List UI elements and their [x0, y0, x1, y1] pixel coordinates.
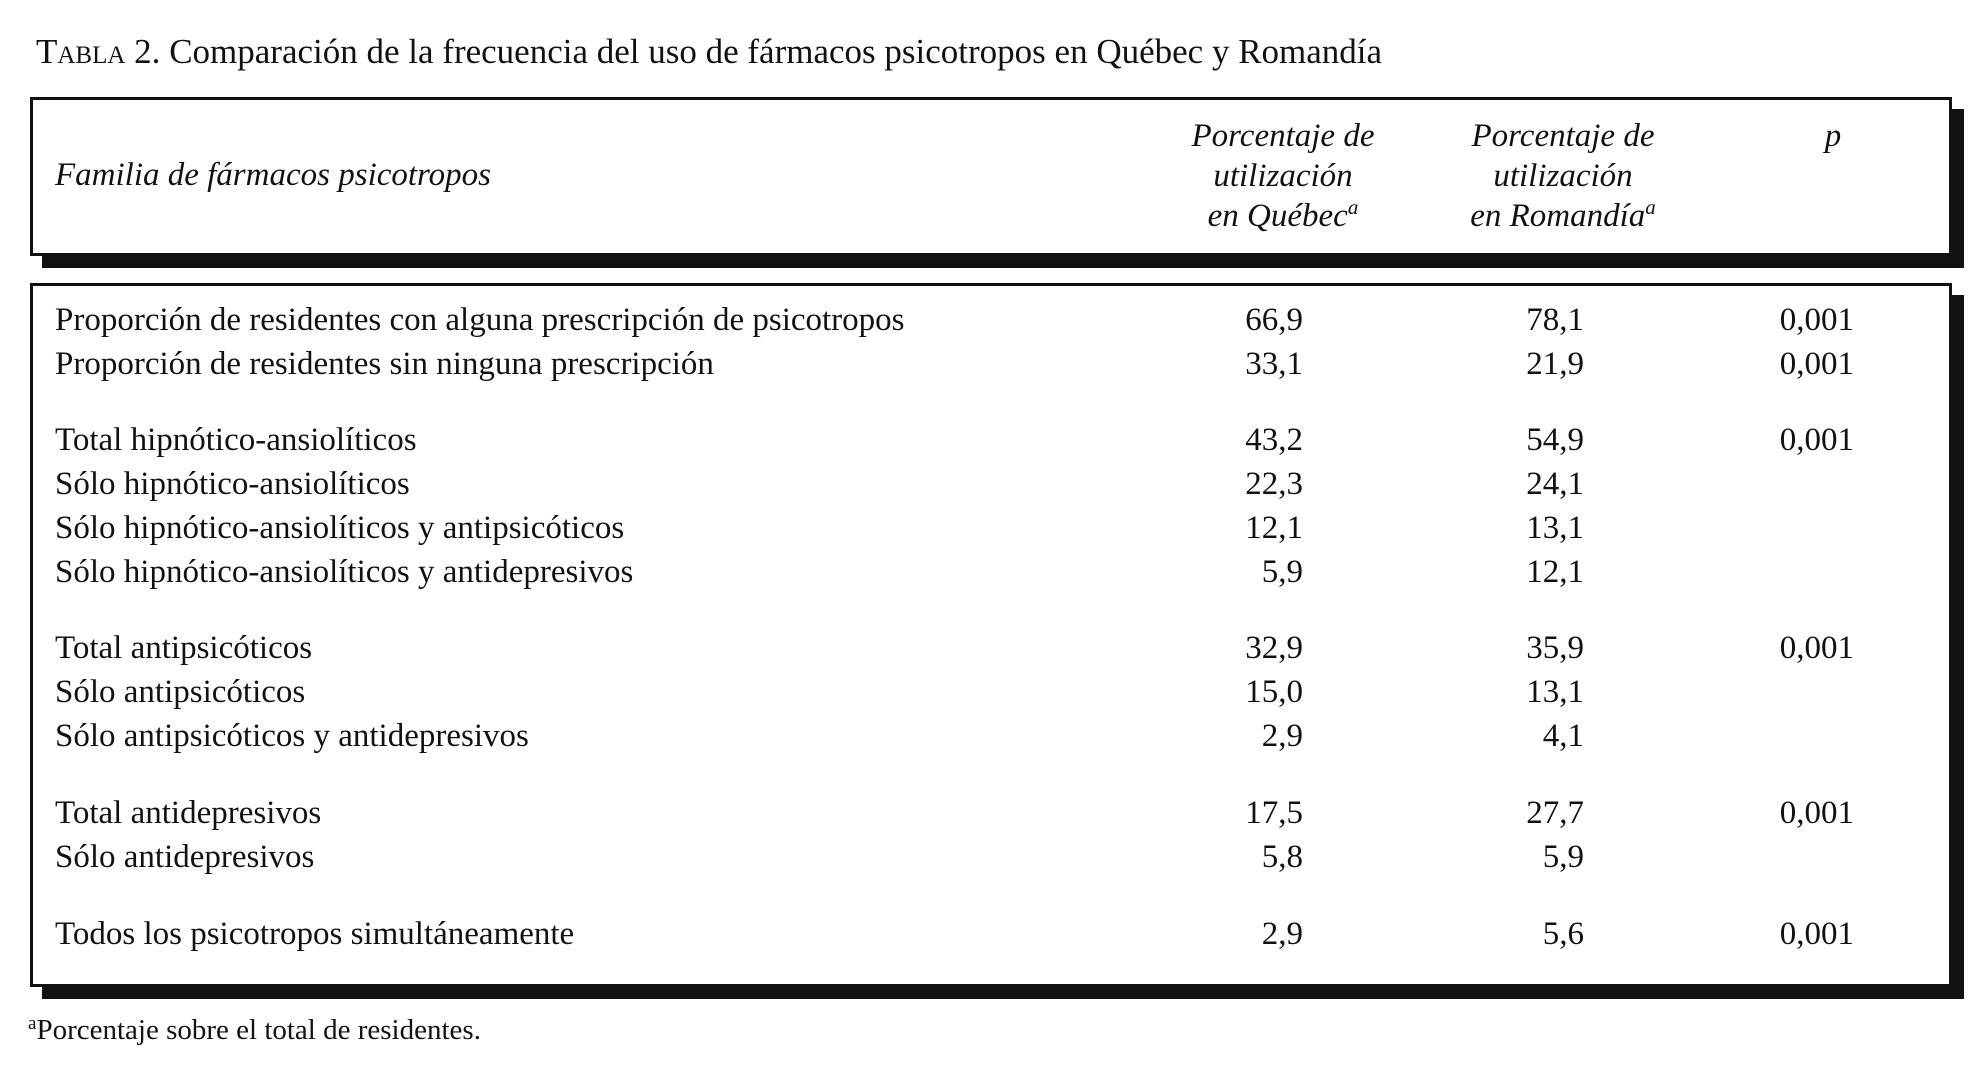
row-p: 0,001	[1779, 916, 1854, 952]
caption-text: Comparación de la frecuencia del uso de fármacos psicotropos en Québec y Romandía	[169, 32, 1383, 71]
row-quebec: 33,1	[1245, 346, 1303, 382]
row-romandia: 21,9	[1526, 346, 1584, 382]
header-quebec-line-3	[1133, 196, 1433, 236]
table-row	[33, 342, 1949, 386]
row-quebec: 2,9	[1261, 916, 1303, 952]
header-family: Familia de fármacos psicotropos	[55, 157, 492, 193]
row-romandia: 5,9	[1542, 839, 1584, 875]
row-p: 0,001	[1779, 346, 1854, 382]
row-romandia: 78,1	[1526, 302, 1584, 338]
table-row	[33, 418, 1949, 462]
table-header	[30, 97, 1952, 256]
row-quebec: 66,9	[1245, 302, 1303, 338]
row-quebec: 2,9	[1261, 718, 1303, 754]
header-quebec-line-2: utilización	[1213, 158, 1353, 194]
row-label: Sólo antidepresivos	[55, 839, 315, 875]
header-romandia-line-1: Porcentaje de	[1471, 118, 1655, 154]
header-romandia-text: en Romandía	[1470, 198, 1646, 234]
row-label: Sólo hipnótico-ansiolíticos	[55, 466, 410, 502]
row-label: Todos los psicotropos simultáneamente	[55, 916, 575, 952]
row-label: Sólo antipsicóticos	[55, 674, 306, 710]
row-romandia: 35,9	[1526, 630, 1584, 666]
row-quebec: 5,9	[1261, 554, 1303, 590]
table-row	[33, 714, 1949, 758]
header-romandia-marker: a	[1645, 195, 1656, 219]
row-romandia: 12,1	[1526, 554, 1584, 590]
row-romandia: 5,6	[1542, 916, 1584, 952]
row-quebec: 32,9	[1245, 630, 1303, 666]
row-quebec: 17,5	[1245, 795, 1303, 831]
footnote-marker: a	[28, 1013, 37, 1034]
row-romandia: 24,1	[1526, 466, 1584, 502]
row-label: Proporción de residentes sin ninguna prescripción	[55, 346, 714, 382]
row-p: 0,001	[1779, 795, 1854, 831]
row-romandia: 13,1	[1526, 510, 1584, 546]
table-row	[33, 835, 1949, 879]
row-romandia: 13,1	[1526, 674, 1584, 710]
header-romandia-line-3	[1413, 196, 1713, 236]
table-row	[33, 791, 1949, 835]
header-quebec-text: en Québec	[1207, 198, 1348, 234]
row-label: Sólo hipnótico-ansiolíticos y antidepresivos	[55, 554, 634, 590]
table-footnote	[28, 1010, 481, 1050]
row-quebec: 15,0	[1245, 674, 1303, 710]
table-row	[33, 626, 1949, 670]
row-label: Sólo hipnótico-ansiolíticos y antipsicóticos	[55, 510, 625, 546]
table-row	[33, 506, 1949, 550]
row-romandia: 4,1	[1542, 718, 1584, 754]
row-quebec: 22,3	[1245, 466, 1303, 502]
table-row	[33, 670, 1949, 714]
row-p: 0,001	[1779, 422, 1854, 458]
row-romandia: 54,9	[1526, 422, 1584, 458]
footnote-text: Porcentaje sobre el total de residentes.	[36, 1014, 481, 1046]
row-p: 0,001	[1779, 302, 1854, 338]
table-row	[33, 550, 1949, 594]
row-p: 0,001	[1779, 630, 1854, 666]
row-label: Total antipsicóticos	[55, 630, 313, 666]
row-quebec: 12,1	[1245, 510, 1303, 546]
table-row	[33, 912, 1949, 956]
header-quebec-line-1: Porcentaje de	[1191, 118, 1375, 154]
table-caption	[36, 30, 1382, 74]
row-label: Total antidepresivos	[55, 795, 322, 831]
caption-label: Tabla 2.	[36, 32, 161, 71]
row-quebec: 5,8	[1261, 839, 1303, 875]
row-quebec: 43,2	[1245, 422, 1303, 458]
table-body	[30, 283, 1952, 987]
row-label: Sólo antipsicóticos y antidepresivos	[55, 718, 529, 754]
header-quebec	[1133, 116, 1433, 236]
row-label: Proporción de residentes con alguna prescripción de psicotropos	[55, 302, 905, 338]
header-romandia	[1413, 116, 1713, 236]
header-romandia-line-2: utilización	[1493, 158, 1633, 194]
header-quebec-marker: a	[1347, 195, 1359, 219]
table-row	[33, 298, 1949, 342]
header-p: p	[1824, 118, 1842, 154]
row-romandia: 27,7	[1526, 795, 1584, 831]
row-label: Total hipnótico-ansiolíticos	[55, 422, 417, 458]
table-row	[33, 462, 1949, 506]
